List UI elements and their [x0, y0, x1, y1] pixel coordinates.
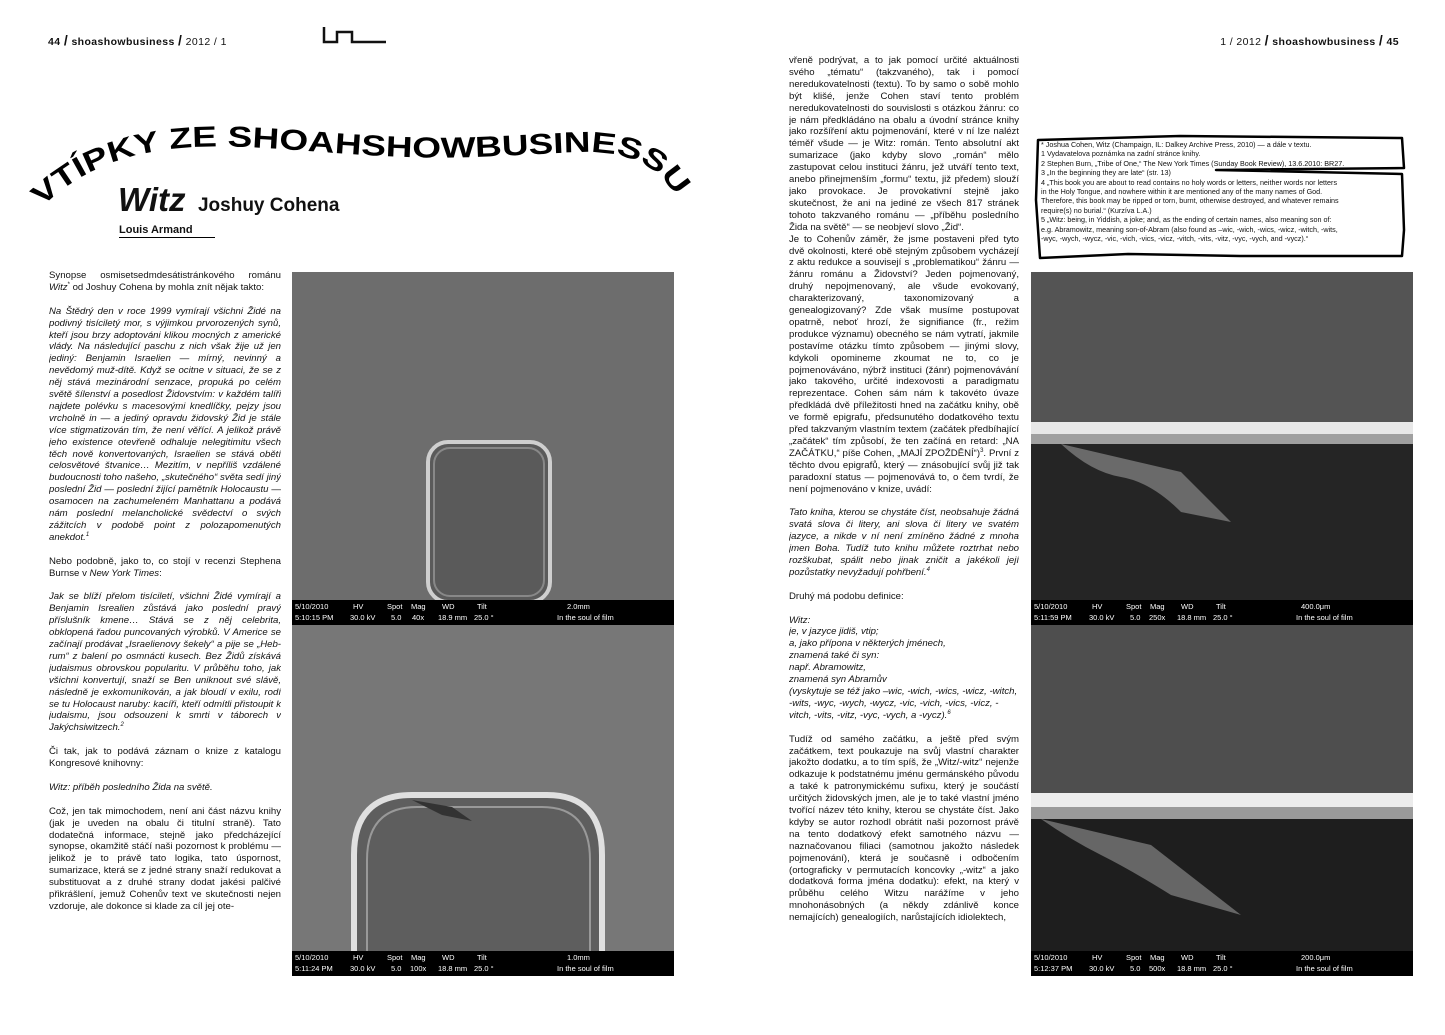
sem-image: [1031, 625, 1413, 976]
sem-image: [292, 625, 674, 976]
sem-info-bar: 5/10/2010 5:11:59 PM HV 30.0 kV Spot 5.0 Mag 250x WD 18.8 mm Tilt 25.0 ° 400.0μm In the soul of film: [1031, 600, 1413, 625]
paragraph: Synopse osmisetsedmdesátistránkového románu Witz* od Joshuy Cohena by mohla znít nějak takto:: [49, 270, 281, 293]
footnote: 3 „In the beginning they are late“ (str. 13): [1041, 168, 1171, 178]
paragraph: Druhý má podobu definice:: [789, 590, 904, 602]
header-right: 1 / 2012 / shoashowbusiness / 45: [1220, 32, 1399, 48]
footnote: * Joshua Cohen, Witz (Champaign, IL: Dalkey Archive Press, 2010) — a dále v textu.: [1041, 140, 1312, 149]
sem-image: [1031, 272, 1413, 625]
column-right: [789, 55, 1019, 990]
paragraph: Tudíž od samého začátku, a ještě před svým začátkem, text poukazuje na svůj vlastní charakter jakožto dodatku, a to tím spíš, že „Witz/-witz“ nejenže odkazuje k podstatnému jménu germánského původu a také k patronymickému sufixu, který je součástí určitých židovských jmen, ale je to také vlastní jméno tvořící název této knihy, kterou se chystáte číst. Jako kdyby se autor rozhodl obrátit naši pozornost právě na tento dodatkový efekt samotného názvu — naznačovanou filiaci (samotnou jakožto následek pojmenování), která je současně i odbočením (ortograficky v permutacích koncovky „-witz“ a jako dodatková forma jména dodatku): efekt, na který v průběhu celého Witzu narážíme v jeho mnohonásobných (a někdy zdánlivě konce nemajících) genealogiích, narůstajících idiolektech,: [789, 733, 1019, 924]
paragraph: Či tak, jak to podává záznam o knize z katalogu Kongresové knihovny:: [49, 746, 281, 770]
sem-info-bar: 5/10/2010 5:12:37 PM HV 30.0 kV Spot 5.0 Mag 500x WD 18.8 mm Tilt 25.0 ° 200.0μm In the soul of film: [1031, 951, 1413, 976]
sem-info-bar: 5/10/2010 5:11:24 PM HV 30.0 kV Spot 5.0 Mag 100x WD 18.8 mm Tilt 25.0 ° 1.0mm In the soul of film: [292, 951, 674, 976]
footnote: 1 Vydavatelova poznámka na zadní stránce knihy.: [1041, 149, 1201, 159]
issue-label: 2012 / 1: [185, 36, 227, 48]
paragraph: Je to Cohenův záměr, že jsme postaveni před tyto dvě okolnosti, které obě stejným způsobem vycházejí z aktu redukce a souvisejí s „problematikou“ žánru — žánru románu a Židovství? Jeden pojmenovaný, druhý nepojmenovaný, ale všude evokovaný, charakterizovaný, taxonomizovaný a genealogizovaný? Zde však musíme postupovat opatrně, neboť hrozí, že signifiance (fr., režim produkce významu) obecného se nám vytratí, jakmile postavíme otázku tímto způsobem — jinými slovy, kdykoli opomineme zkoumat ne to, co je pojmenováváno, nýbrž instituci (žánr) pojmenovávání jako takového, určité indexovosti a paradigmatu reprezentace. Cohen sám nám k takovéto úvaze předkládá dvě příležitosti hned na začátku knihy, obě ve formě epigrafu, předsunutého dodatkového textu před takzvaným vlastním textem (začátek předbíhající „začátek“ tím způsobí, že ten začíná en retard: „NA ZAČÁTKU,“ píše Cohen, „MAJÍ ZPOŽDĚNÍ“)$^3$. První z těchto dvou epigrafů, který — znásobující svůj již tak paradoxní status — pojmenovává to, o čem tvrdí, že není pojmenováno v knize, uvádí:: [789, 233, 1019, 495]
page-number: 45: [1386, 36, 1399, 48]
title-sub: Joshuy Cohena: [197, 195, 340, 216]
paragraph: Nebo podobně, jako to, co stojí v recenzi Stephena Burnse v New York Times:: [49, 555, 281, 579]
footnote: -wyc, -wych, -wycz, -vic, -vich, -vics, -vicz, -vitch, -vits, -vitz, -vyc, -vych, and -vycz).“: [1041, 234, 1309, 244]
footnote: require(s) no burial.“ (Kurzíva L.A.): [1041, 205, 1152, 215]
sem-micrograph: [292, 625, 674, 951]
sem-info-bar: 5/10/2010 5:10:15 PM HV 30.0 kV Spot 5.0 Mag 40x WD 18.9 mm Tilt 25.0 ° 2.0mm In the soul of film: [292, 600, 674, 625]
paragraph: vřeně podrývat, a to jak pomocí určité aktuálnosti svého „tématu“ (takzvaného), tak i pomocí neredukovatelnosti (textu). To by samo o sobě mohlo být klišé, jenže Cohen staví tento problém neredukovatelnosti do souvislosti s otázkou žánru: co je nám předkládáno na obalu a úvodní stránce knihy jako rozšíření aktu pojmenování, které v ní lze nalézt téměř všude — je Witz: román. Tento absolutní akt sumarizace (jako kdyby slovo „román“ mělo zastupovat celou instituci žánru, jež utváří tento text, anebo přinejmenším „formu“ textu, již předem) slouží jako provokace. Je provokativní stejně jako skutečnost, že ani na jediné ze všech 817 stránek tohoto takzvaného románu — „příběhu posledního Žida na světě“ — se neobjeví slovo „Žid“.: [789, 55, 1019, 233]
title-main: Witz: [118, 181, 186, 218]
definition-block: Witz: je, v jazyce jidiš, vtip; a, jako přípona v některých jménech, znamená také či syn: např. Abramowitz, znamená syn Abramův (vyskytuje se též jako –wic, -wich, -wics, -wicz, -witch, -wits, -wyc, -wych, -wycz, -vic, -vich, -vics, -vicz, -vitch, -vits, -vitz, -vyc, -vych, a -vycz).$^6$: [789, 614, 1018, 721]
column-left: [49, 270, 281, 985]
synopsis-quote: Na Štědrý den v roce 1999 vymírají všichni Židé na podivný tisíciletý mor, s výjimkou prvorozených synů, kteří jsou brzy adoptováni klikou mocných z americké vlády. Na následující paschu z nich však žije už jen jediný: Benjamin Israelien — mírný, nevinný a nevědomý muž-dítě. Když se ocitne v situaci, že se z něj stává mezinárodní senzace, propuká po celém světě šílenství a posedlost Židovstvím: v každém talíři najdete polévku s macesovými knedlíčky, pejzy jsou vrcholně in — a jediný opravdu židovský Žid je stále více stigmatizován tím, že není věřící. A jelikož právě jeho existence otevřeně odhaluje nelegitimitu všech těch nově konvertovaných, Israelien se stává obětí celosvětové štvanice… Mezitím, v nepříliš vzdálené budoucnosti toho našeho, „skutečného“ světa sedí jiný poslední Žid — poslední žijící pamětník Holocaustu — osamocen na zachumeleném Manhattanu a podává nám poslední melancholické svědectví o svých zážitcích v podobě point z polozapomenutých anekdot.$^1$: [49, 305, 281, 543]
paragraph: Což, jen tak mimochodem, není ani část názvu knihy (jak je uveden na obalu či titulní straně). Tato dodatečná informace, stejně jako předcházející synopse, okamžitě stáčí naši pozornost k problému — jelikož je to právě tato logika, tato úspornost, sumarizace, která se z jedné strany snaží redukovat a substituovat a z druhé strany dodat jakési palčivé přikrášlení, jemuž Cohenův text ve skutečnosti nejen vzdoruje, ale dokonce si klade za cíl jej ote-: [49, 805, 281, 912]
magazine-name: shoashowbusiness: [71, 36, 175, 48]
arc-title: [0, 95, 720, 225]
review-quote: Jak se blíží přelom tisíciletí, všichni Židé vymírají a Benjamin Isrealien zůstává jako poslední pravý příslušník kmene… Stává se z něj celebrita, obklopená řadou puncovaných výrobků. V Americe se začínají prodávat „Israelienovy šekely“ a pije se „Heb-rum“ z balení po osmnácti kusech. Bez Židů získává judaismus obrovskou popularitu. V průběhu toho, jak všichni konvertují, snaží se Ben uniknout své slávě, následně je exkomunikován, a jak bloudí v exilu, rodí se tu Holocaust naruby: kacíři, kteří odmítli přistoupit k judaismu, jsou odsouzeni k smrti v táborech v Jakýchsiwitzech.$^2$: [49, 591, 281, 734]
footnotes: [1041, 140, 1403, 243]
sem-micrograph: [1031, 625, 1413, 951]
issue-label: 1 / 2012: [1220, 36, 1262, 48]
page-number: 44: [48, 36, 61, 48]
magazine-logo-icon: [322, 25, 388, 45]
footnote: e.g. Abramowitz, meaning son-of-Abram (also found as –wic, -wich, -wics, -wicz, -witch, -wits,: [1041, 224, 1338, 234]
magazine-name: shoashowbusiness: [1272, 36, 1376, 48]
footnote: in the Holy Tongue, and nowhere within it are mentioned any of the many names of God.: [1041, 187, 1323, 197]
footnote: 4 „This book you are about to read contains no holy words or letters, neither words nor letters: [1041, 177, 1338, 187]
footnote: Therefore, this book may be ripped or torn, burnt, otherwise destroyed, and whatever remains: [1041, 196, 1339, 206]
sem-micrograph: [1031, 272, 1413, 600]
catalog-entry: Witz: příběh posledního Žida na světě.: [49, 781, 213, 793]
article-title: [118, 181, 339, 219]
arc-title-text: VTÍPKY ZE SHOAHSHOWBUSINESSU: [25, 121, 693, 212]
footnote: 2 Stephen Burn, „Tribe of One,“ The New York Times (Sunday Book Review), 13.6.2010: BR27.: [1041, 158, 1345, 168]
sem-micrograph: [292, 272, 674, 600]
header-left: 44 / shoashowbusiness / 2012 / 1: [48, 32, 227, 48]
epigraph-quote: Tato kniha, kterou se chystáte číst, neobsahuje žádná svatá slova či litery, ani slova či litery ve svatém jazyce, a nikde v ní není zmíněno žádné z mnoha jmen Boha. Tudíž tuto knihu můžete roztrhat nebo rozškubat, spálit nebo jinak zničit a jakékoli její pozůstatky nevyžadují pohřbení.$^4$: [789, 507, 1019, 578]
sem-image: [292, 272, 674, 625]
author-name: Louis Armand: [119, 224, 215, 238]
footnote: 5 „Witz: being, in Yiddish, a joke; and, as the ending of certain names, also meaning son of:: [1041, 215, 1332, 225]
